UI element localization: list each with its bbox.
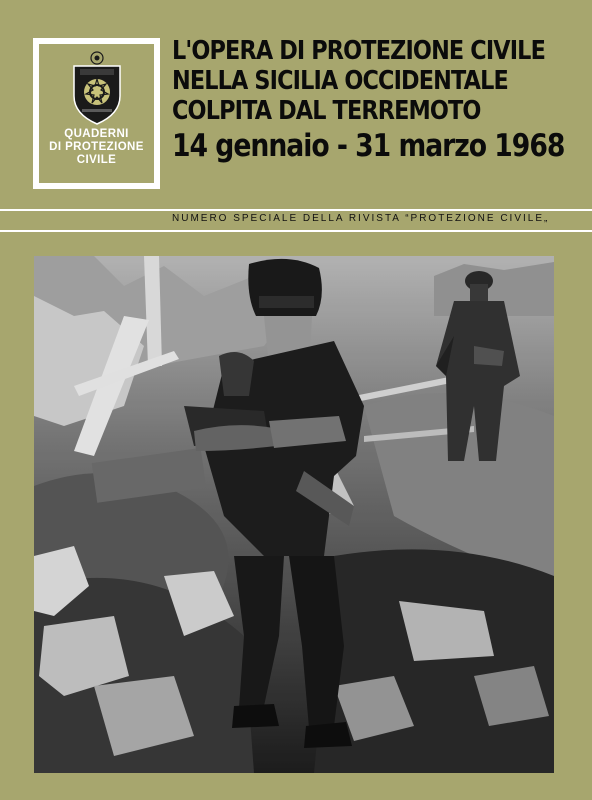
series-label-line: DI PROTEZIONE bbox=[49, 141, 144, 153]
series-label-line: CIVILE bbox=[76, 154, 117, 166]
title-line: COLPITA DAL TERREMOTO bbox=[172, 96, 481, 126]
series-label-line: QUADERNI bbox=[64, 128, 129, 140]
civil-protection-shield-icon bbox=[68, 50, 126, 126]
series-label bbox=[39, 128, 154, 167]
logo-panel bbox=[39, 44, 154, 183]
logo-box bbox=[33, 38, 160, 189]
date-line: 14 gennaio - 31 marzo 1968 bbox=[172, 128, 565, 164]
divider-bottom bbox=[0, 230, 592, 232]
photo-illustration bbox=[34, 256, 554, 773]
title-line: L'OPERA DI PROTEZIONE CIVILE bbox=[172, 36, 545, 66]
cover-title bbox=[172, 36, 582, 166]
divider-top bbox=[0, 209, 592, 211]
earthquake-rubble-soldiers-photo bbox=[34, 256, 554, 773]
title-line: NELLA SICILIA OCCIDENTALE bbox=[172, 66, 508, 96]
subtitle: NUMERO SPECIALE DELLA RIVISTA “PROTEZIONE CIVILE„ bbox=[172, 213, 550, 224]
